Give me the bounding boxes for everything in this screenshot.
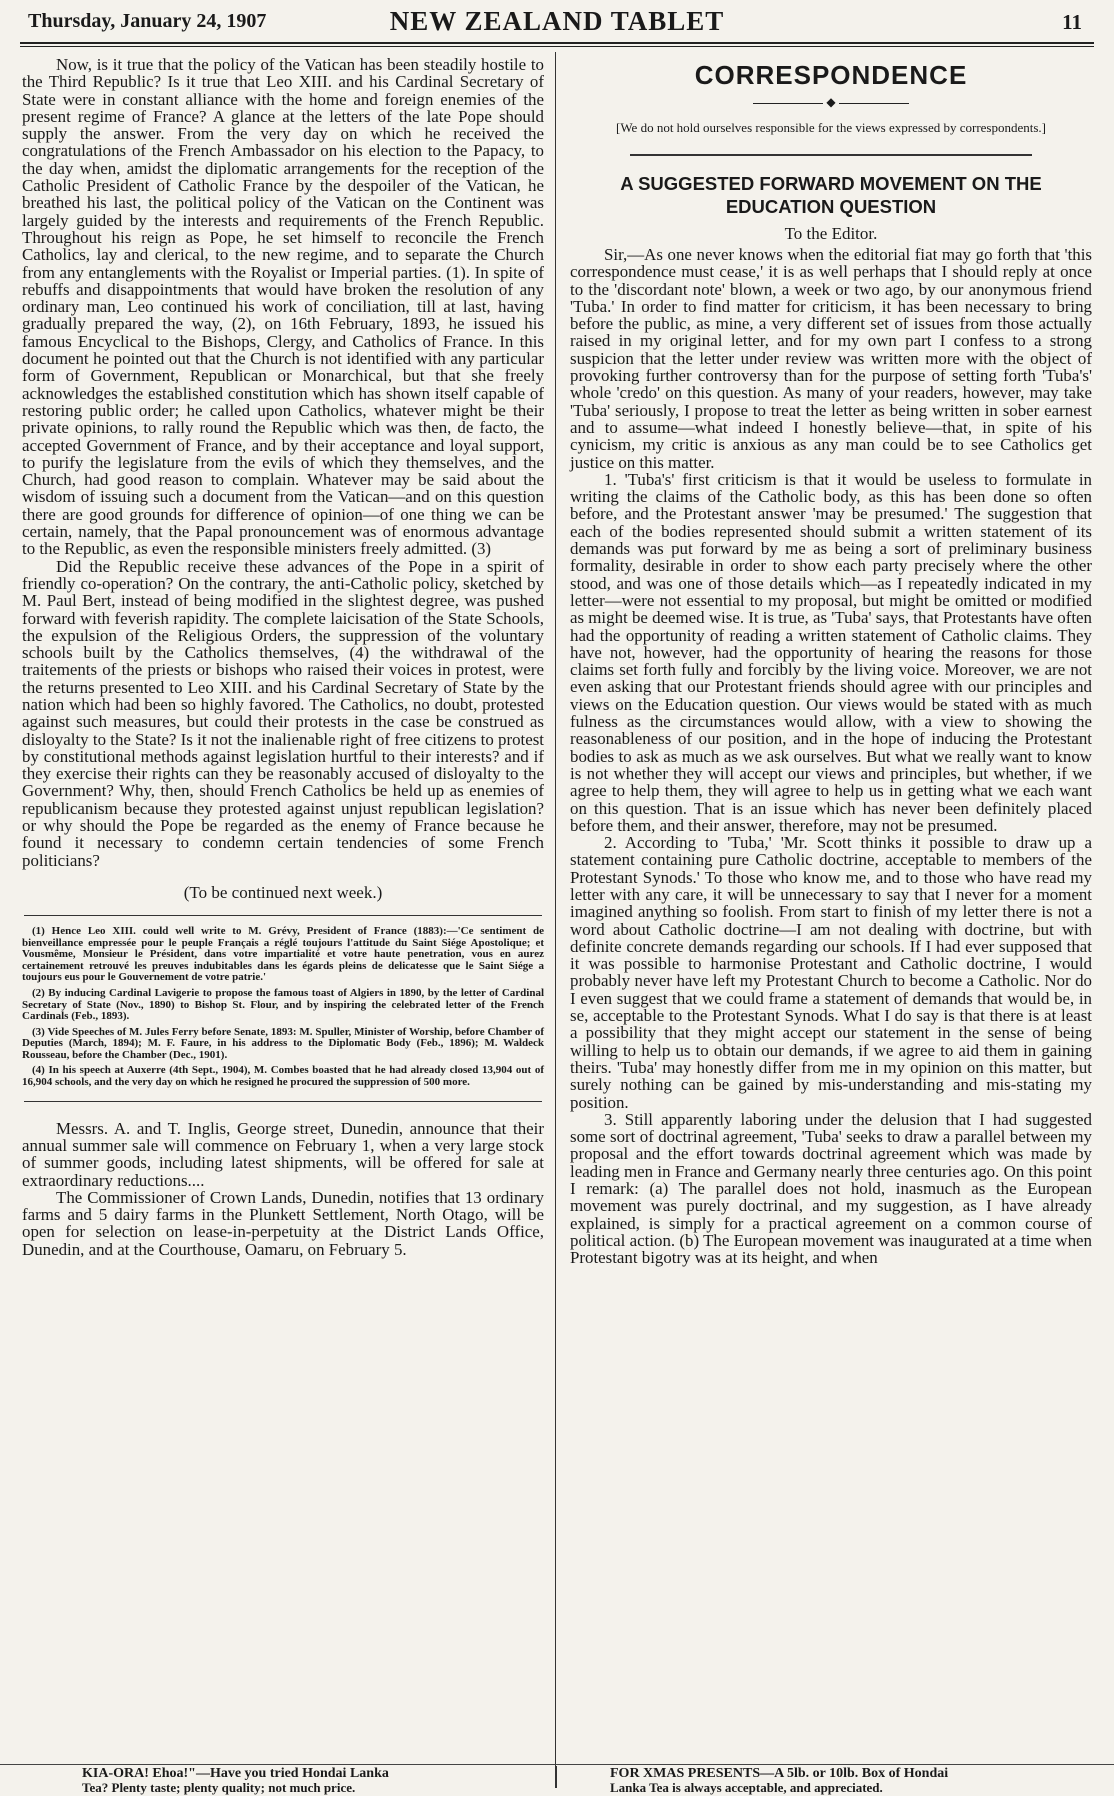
issue-date: Thursday, January 24, 1907	[28, 10, 267, 32]
notices-rule	[24, 1101, 542, 1102]
page-number: 11	[1062, 10, 1082, 34]
letter-body	[570, 246, 1092, 1267]
notice-paragraph: The Commissioner of Crown Lands, Dunedin, notifies that 13 ordinary farms and 5 dairy farms in the Plunkett Settlement, North Otago, will be open for selection on lease-in-perpetuity at the District Lands Office, Dunedin, and at the Courthouse, Oamaru, on February 5.	[22, 1187, 544, 1259]
ornament-line	[753, 103, 823, 104]
notices	[22, 1120, 544, 1258]
advert-subline: Lanka Tea is always acceptable, and appreciated.	[610, 1780, 883, 1795]
advert-rule	[0, 1764, 1114, 1765]
letter-paragraph: 1. 'Tuba's' first criticism is that it would be useless to formulate in writing the claims of the Catholic body, as this has been done so often before, and the Protestant answer 'may be presumed.' The suggestion that each of the bodies represented should submit a written statement of its demands was put forward by me as being a sort of preliminary business formality, desirable in order to show each party precisely where the other stood, and was one of those details which—as I repeatedly indicated in my letter—were not essential to my proposal, but might be omitted or modified as might be deemed wise. It is true, as 'Tuba' says, that Protestants have often had the opportunity of reading a written statement of Catholic claims. They have not, however, had the opportunity of hearing the reasons for those claims set forth fully and forcibly by the living voice. Moreover, we are not even asking that our Protestant friends should agree with our principles and views on the Education question. Our views would be stated with as much fulness as the circumstances would allow, with a view to showing the reasonableness of our position, and in the hope of inducing the Protestant bodies to ask as much as we ask ourselves. But what we really want to know is not whether they will accept our views and principles, but whether, if we agree to help them, they will agree to help us in getting what we each want on this question. That is an issue which has never been definitely placed before them, and their answer, therefore, may not be presumed.	[570, 469, 1092, 835]
footnote: (3) Vide Speeches of M. Jules Ferry before Senate, 1893: M. Spuller, Minister of Worship, before Chamber of Deputies (March, 1894); M. F. Faure, in his address to the Diplomatic Body (Feb., 1896); M. Waldeck Rousseau, before the Chamber (Dec., 1901).	[22, 1025, 544, 1061]
title-ornament	[570, 95, 1092, 110]
continued-note: (To be continued next week.)	[183, 882, 383, 902]
advert-headline: KIA-ORA! Ehoa!"—Have you tried Hondai Lanka	[82, 1766, 389, 1781]
footnote-rule	[24, 915, 542, 916]
editorial-disclaimer: [We do not hold ourselves responsible for the views expressed by correspondents.]	[615, 120, 1046, 135]
left-column	[22, 56, 544, 1258]
article-body	[22, 56, 544, 869]
letter-paragraph: 2. According to 'Tuba,' 'Mr. Scott thinks it possible to draw up a statement containing pure Catholic doctrine, acceptable to members of the Protestant Synods.' To those who know me, and to those who have read my letter with any care, it will be unnecessary to say that I never for a moment imagined anything so foolish. From start to finish of my letter there is not a word about Catholic doctrine—I am not dealing with doctrine, but with definite concrete demands regarding our schools. If I had ever supposed that it was possible to harmonise Protestant and Catholic doctrine, I would probably never have left my Protestant Church to become a Catholic. Nor do I even suggest that we could frame a statement of demands that would be, in se, acceptable to the Protestant Synods. What I do say is that there is at least a possibility that they might accept our statement in the sense of being willing to help us to obtain our demands, if we agree to aid them in gaining theirs. 'Tuba' may honestly differ from me in my opinion on this matter, but surely nothing can be gained by mis-understanding and mis-stating my position.	[570, 833, 1092, 1112]
notice-paragraph: Messrs. A. and T. Inglis, George street, Dunedin, announce that their annual summer sale will commence on February 1, when a very large stock of summer goods, including latest shipments, will be offered for sale at extraordinary reductions....	[22, 1118, 544, 1190]
letter-paragraph: 3. Still apparently laboring under the delusion that I had suggested some sort of doctrinal agreement, 'Tuba' seeks to draw a parallel between my proposal and the effort towards doctrinal agreement which was made by leading men in France and Germany nearly three centuries ago. On this point I remark: (a) The parallel does not hold, inasmuch as the European movement was purely doctrinal, and my suggestion, as I have already explained, is simply for a practical agreement on a common course of political action. (b) The European movement was inaugurated at a time when Protestant bigotry was at its height, and when	[570, 1109, 1092, 1268]
diamond-icon: ◆	[826, 95, 836, 109]
footnote: (4) In his speech at Auxerre (4th Sept., 1904), M. Combes boasted that he had already closed 13,904 out of 16,904 schools, and the very day on which he resigned he procured the suppression of 500 more.	[22, 1064, 544, 1089]
footnote: (2) By inducing Cardinal Lavigerie to propose the famous toast of Algiers in 1890, by the letter of Cardinal Secretary of State (Nov., 1890) to Bishop St. Flour, and by inspiring the celebrated letter of the French Cardinals (Feb., 1893).	[22, 986, 544, 1023]
section-title: CORRESPONDENCE	[694, 60, 968, 90]
footnote: (1) Hence Leo XIII. could well write to M. Grévy, President of France (1883):—'Ce sentiment de bienveillance empressée pour le peuple Français a réglé toujours l'attitude du Saint Siége Apostolique; et Vousmême, Monsieur le Président, dans votre impartialité et votre haute penetration, vous en aurez certainement retrouvé les preuves indubitables dans les égards pleins de delicatesse que le Saint Siége a toujours eus pour le Gouvernement de votre patrie.'	[22, 924, 544, 984]
right-column	[570, 56, 1092, 1267]
advert-divider	[555, 1766, 557, 1788]
section-rule	[630, 154, 1032, 156]
letter-paragraph: Sir,—As one never knows when the editorial fiat may go forth that 'this correspondence must cease,' it is as well perhaps that I should reply at once to the 'discordant note' blown, a week or two ago, by our anonymous friend 'Tuba.' In order to find matter for criticism, it has been necessary to bring before the public, as mine, a very different set of issues from those actually raised in my original letter, and for my own part I confess to a strong suspicion that the letter under review was written more with the object of provoking further controversy than for the purpose of setting forth 'Tuba's' whole 'credo' on this question. As many of your readers, however, may take 'Tuba' seriously, I propose to treat the letter as being written in sober earnest and to assume—what indeed I honestly believe—that, in spite of his cynicism, my critic is anxious as any man could be to see Catholics get justice on this matter.	[570, 245, 1092, 472]
column-divider	[555, 52, 556, 1768]
newspaper-title: NEW ZEALAND TABLET	[389, 6, 725, 36]
article-paragraph: Now, is it true that the policy of the Vatican has been steadily hostile to the Third Republic? Is it true that Leo XIII. and his Cardinal Secretary of State were in constant alliance with the home and foreign enemies of the present regime of France? A glance at the letters of the late Pope should supply the answer. From the very day on which he received the congratulations of the French Ambassador on his election to the Papacy, to the day when, amidst the diplomatic arrangements for the reception of the Catholic President of Catholic France by the despoiler of the Vatican, he breathed his last, the political policy of the Vatican on the Continent was largely guided by the interests and requirements of the French Republic. Throughout his reign as Pope, he set himself to reconcile the French Catholics, lay and clerical, to the new regime, and to separate the Church from any entanglements with the Royalist or Imperial parties. (1). In spite of rebuffs and disappointments that would have broken the resolution of any ordinary man, Leo continued his work of conciliation, till at last, having gradually prepared the way, (2), on 16th February, 1893, he issued his famous Encyclical to the Bishops, Clergy, and Catholics of France. In this document he pointed out that the Church is not identified with any particular form of Government, Republican or Monarchical, but that she freely acknowledges the established constitution which has shown itself capable of restoring public order; he called upon Catholics, whatever might be their private opinions, to rally round the Republic which was then, de facto, the accepted Government of France, and by their acceptance and loyal support, to purify the legislature from the evils of which they themselves, and the Church, had good reason to complain. Whatever may be said about the wisdom of issuing such a document from the Vatican—and on this question there are good grounds for difference of opinion—of one thing we can be certain, namely, that the Papal pronouncement was of enormous advantage to the Republic, as even the responsible ministers freely admitted. (3)	[22, 55, 544, 559]
advert-subline: Tea? Plenty taste; plenty quality; not much price.	[82, 1780, 356, 1795]
letter-headline: A SUGGESTED FORWARD MOVEMENT ON THE EDUCATION QUESTION	[620, 173, 1042, 217]
salutation: To the Editor.	[784, 224, 878, 243]
footnotes	[22, 926, 544, 1089]
masthead	[20, 6, 1094, 44]
advert-headline: FOR XMAS PRESENTS—A 5lb. or 10lb. Box of Hondai	[610, 1766, 949, 1781]
article-paragraph: Did the Republic receive these advances of the Pope in a spirit of friendly co-operation? On the contrary, the anti-Catholic policy, sketched by M. Paul Bert, instead of being modified in the slightest degree, was pushed forward with feverish rapidity. The complete laicisation of the State Schools, the expulsion of the Religious Orders, the suppression of the voluntary schools built by the Catholics themselves, (4) the withdrawal of the traitements of the priests or bishops who raised their voices in protest, were the returns presented to Leo XIII. and his Cardinal Secretary of State by the nation which had been so highly favored. The Catholics, no doubt, protested against such measures, but could their protests in the case be construed as disloyalty to the State? Is it not the inalienable right of free citizens to protest by constitutional methods against legislation hurtful to their interests? and if they exercise their rights can they be reasonably accused of disloyalty to the Government? Why, then, should French Catholics be held up as enemies of republicanism because they protested against unjust republican legislation? or why should the Pope be regarded as the enemy of France because he found it necessary to condemn certain tendencies of some French politicians?	[22, 556, 544, 870]
masthead-rule	[20, 46, 1094, 47]
ornament-line	[839, 103, 909, 104]
